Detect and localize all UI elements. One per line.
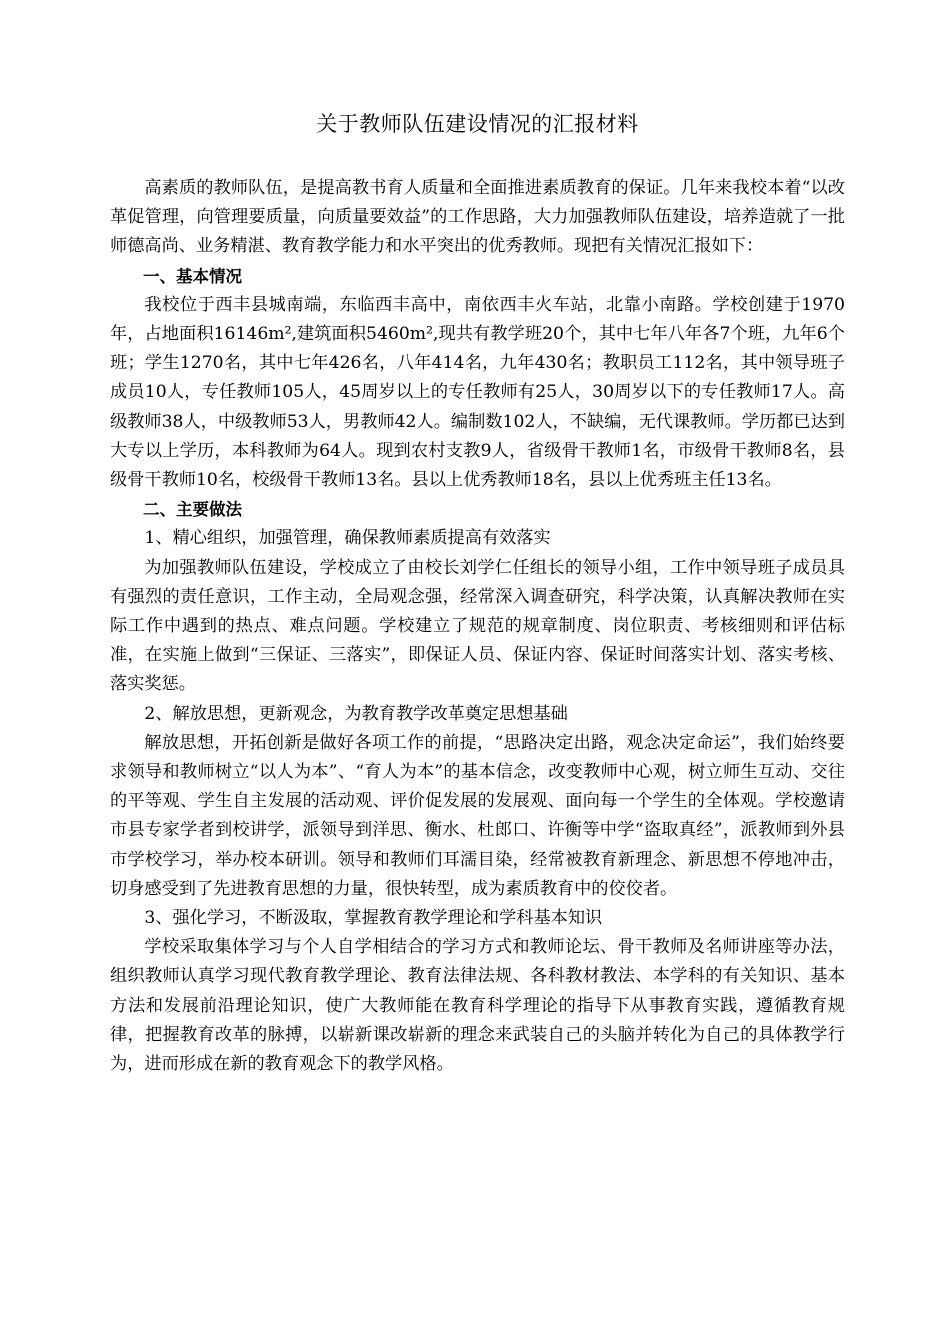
practice-2-paragraph: 解放思想，开拓创新是做好各项工作的前提，“思路决定出路，观念决定命运”，我们始终要求领导和教师树立“以人为本”、“育人为本”的基本信念，改变教师中心观，树立师生互动、交往的平等观、学生自主发展的活动观、评价促发展的发展观、面向每一个学生的全体观。学校邀请市县专家学者到校讲学，派领导到洋思、衡水、杜郎口、许衡等中学“盗取真经”，派教师到外县市学校学习，举办校本研训。领导和教师们耳濡目染，经常被教育新理念、新思想不停地冲击，切身感受到了先进教育思想的力量，很快转型，成为素质教育中的佼佼者。 — [110, 732, 845, 899]
practice-2-title: 2、解放思想，更新观念，为教育教学改革奠定思想基础 — [144, 703, 568, 724]
practice-3-paragraph: 学校采取集体学习与个人自学相结合的学习方式和教师论坛、骨干教师及名师讲座等办法，组织教师认真学习现代教育教学理论、教育法律法规、各科教材教法、本学科的有关知识、基本方法和发展前沿理论知识，使广大教师能在教育科学理论的指导下从事教育实践，遵循教育规律，把握教育改革的脉搏，以崭新课改崭新的理念来武装自己的头脑并转化为自己的具体教学行为，进而形成在新的教育观念下的教学风格。 — [110, 937, 845, 1075]
document-content — [110, 106, 845, 1079]
practice-1-paragraph: 为加强教师队伍建设，学校成立了由校长刘学仁任组长的领导小组，工作中领导班子成员具有强烈的责任意识，工作主动，全局观念强，经常深入调查研究，科学决策，认真解决教师在实际工作中遇到的热点、难点问题。学校建立了规范的规章制度、岗位职责、考核细则和评估标准，在实施上做到“三保证、三落实”，即保证人员、保证内容、保证时间落实计划、落实考核、落实奖惩。 — [110, 557, 845, 695]
basic-info-paragraph: 我校位于西丰县城南端，东临西丰高中，南依西丰火车站，北靠小南路。学校创建于1970年，占地面积16146m²,建筑面积5460m²,现共有教学班20个，其中七年八年各7个班，九年6个班；学生1270名，其中七年426名，八年414名，九年430名；教职员工112名，其中领导班子成员10人，专任教师105人，45周岁以上的专任教师有25人，30周岁以下的专任教师17人。高级教师38人，中级教师53人，男教师42人。编制数102人，不缺编，无代课教师。学历都已达到大专以上学历，本科教师为64人。现到农村支教9人，省级骨干教师1名，市级骨干教师8名，县级骨干教师10名，校级骨干教师13名。县以上优秀教师18名，县以上优秀班主任13名。 — [110, 294, 845, 491]
practice-1-title: 1、精心组织，加强管理，确保教师素质提高有效落实 — [144, 528, 551, 549]
section-heading-main-practices: 二、主要做法 — [143, 500, 242, 520]
intro-paragraph: 高素质的教师队伍，是提高教书育人质量和全面推进素质教育的保证。几年来我校本着“以改革促管理，向管理要质量，向质量要效益”的工作思路，大力加强教师队伍建设，培养造就了一批师德高尚、业务精湛、教育教学能力和水平突出的优秀教师。现把有关情况汇报如下： — [110, 178, 845, 257]
section-heading-basic-info: 一、基本情况 — [143, 266, 242, 286]
document-title: 关于教师队伍建设情况的汇报材料 — [316, 112, 639, 136]
practice-3-title: 3、强化学习，不断汲取，掌握教育教学理论和学科基本知识 — [144, 908, 603, 929]
